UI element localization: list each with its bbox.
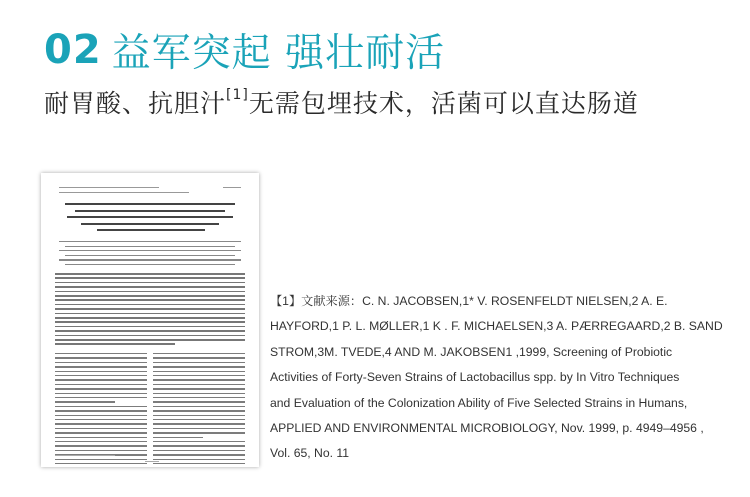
paper-text-line <box>65 255 235 256</box>
paper-text-line <box>55 321 245 323</box>
paper-text-line <box>55 428 147 429</box>
paper-text-line <box>153 384 245 385</box>
paper-text-line <box>55 463 147 464</box>
paper-text-line <box>55 423 147 424</box>
paper-text-line <box>59 192 189 193</box>
paper-text-line <box>153 437 203 438</box>
paper-text-line <box>55 339 245 341</box>
paper-text-line <box>153 353 245 354</box>
paper-text-line <box>55 406 147 407</box>
paper-text-line <box>55 335 245 337</box>
paper-text-line <box>153 397 245 398</box>
paper-text-line <box>153 415 245 416</box>
paper-text-line <box>55 313 245 315</box>
reference-line: Activities of Forty-Seven Strains of Lactobacillus spp. by In Vitro Techniques <box>270 370 680 385</box>
paper-text-line <box>55 277 245 279</box>
paper-text-line <box>55 375 147 376</box>
section-title: 益军突起 强壮耐活 <box>111 31 446 76</box>
reference-line: APPLIED AND ENVIRONMENTAL MICROBIOLOGY, Nov. 1999, p. 4949–4956 , <box>270 421 704 436</box>
paper-text-line <box>97 229 205 231</box>
paper-text-line <box>153 450 245 451</box>
paper-text-line <box>153 379 245 380</box>
paper-text-line <box>65 264 235 265</box>
paper-text-line <box>55 450 147 451</box>
paper-text-line <box>55 291 245 293</box>
paper-text-line <box>55 282 245 284</box>
paper-text-line <box>55 366 147 367</box>
paper-text-line <box>55 286 245 288</box>
paper-text-line <box>59 259 241 260</box>
paper-text-line <box>55 441 147 442</box>
paper-text-line <box>55 295 245 297</box>
paper-text-line <box>59 241 241 242</box>
paper-text-line <box>153 459 245 460</box>
paper-text-line <box>55 393 147 394</box>
paper-text-line <box>59 187 159 188</box>
paper-text-line <box>153 410 245 411</box>
paper-text-line <box>55 401 115 402</box>
reference-line: 【1】文献来源：C. N. JACOBSEN,1* V. ROSENFELDT NIELSEN,2 A. E. <box>270 294 668 308</box>
paper-text-line <box>55 419 147 420</box>
paper-text-line <box>55 357 147 358</box>
paper-text-line <box>55 437 147 438</box>
paper-text-line <box>55 415 147 416</box>
paper-text-line <box>153 463 245 464</box>
paper-text-line <box>81 223 219 225</box>
reference-line: HAYFORD,1 P. L. MØLLER,1 K . F. MICHAELSEN,3 A. PÆRREGAARD,2 B. SAND <box>270 319 723 334</box>
paper-text-line <box>55 410 147 411</box>
paper-text-line <box>55 273 245 275</box>
paper-text-line <box>153 366 245 367</box>
paper-text-line <box>153 441 245 442</box>
paper-text-line <box>55 353 147 354</box>
paper-text-line <box>55 308 245 310</box>
paper-text-line <box>59 250 241 251</box>
paper-text-line <box>153 428 245 429</box>
paper-text-line <box>153 423 245 424</box>
reference-line: Vol. 65, No. 11 <box>270 446 350 461</box>
paper-text-line <box>67 216 233 218</box>
reference-line: STROM,3M. TVEDE,4 AND M. JAKOBSEN1 ,1999, Screening of Probiotic <box>270 344 673 359</box>
paper-text-line <box>55 343 175 345</box>
section-number: 02 <box>44 27 102 73</box>
paper-text-line <box>153 388 245 389</box>
paper-text-line <box>55 445 147 446</box>
paper-text-line <box>55 317 245 319</box>
subtitle-text-before: 耐胃酸、抗胆汁 <box>44 89 227 118</box>
paper-text-line <box>153 445 245 446</box>
paper-text-line <box>153 419 245 420</box>
paper-text-line <box>55 299 245 301</box>
paper-text-line <box>55 388 147 389</box>
paper-text-line <box>65 246 235 247</box>
paper-text-line <box>55 384 147 385</box>
paper-text-line <box>153 371 245 372</box>
paper-text-line <box>223 187 241 188</box>
paper-text-line <box>153 432 245 433</box>
reference-citation <box>270 289 730 467</box>
paper-text-line <box>65 203 235 205</box>
paper-text-line <box>153 454 245 455</box>
paper-text-line <box>153 401 245 402</box>
section-subtitle <box>44 84 639 120</box>
paper-text-line <box>55 432 147 433</box>
paper-text-line <box>55 459 147 460</box>
paper-text-line <box>153 375 245 376</box>
paper-text-line <box>145 461 159 462</box>
paper-text-line <box>75 210 225 212</box>
paper-text-line <box>55 371 147 372</box>
paper-text-line <box>55 397 147 398</box>
paper-text-line <box>55 455 115 456</box>
paper-text-line <box>153 393 245 394</box>
paper-text-line <box>153 362 245 363</box>
subtitle-text-after: 无需包埋技术，活菌可以直达肠道 <box>248 89 639 118</box>
paper-text-line <box>55 304 245 306</box>
reference-line: and Evaluation of the Colonization Ability of Five Selected Strains in Humans, <box>270 395 688 410</box>
section-header <box>44 22 445 78</box>
paper-text-line <box>153 406 245 407</box>
subtitle-ref-mark: [1] <box>226 87 249 103</box>
paper-text-line <box>153 357 245 358</box>
paper-text-line <box>55 326 245 328</box>
paper-thumbnail <box>41 173 259 467</box>
paper-text-line <box>55 362 147 363</box>
paper-text-line <box>55 379 147 380</box>
paper-text-line <box>55 330 245 332</box>
